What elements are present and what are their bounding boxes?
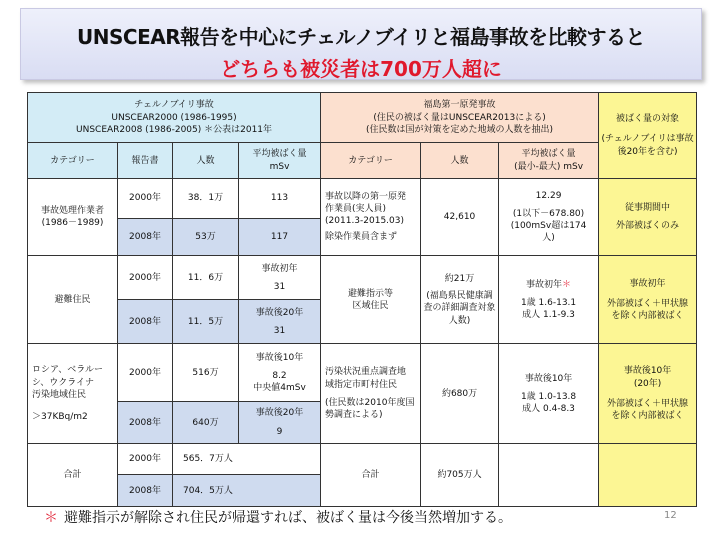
workers-target: [599, 178, 697, 256]
workers-r1-dose: 113: [239, 178, 321, 218]
workers-label-l2: (1986－1989): [41, 218, 104, 229]
table-row: [28, 344, 697, 402]
evac-f-category: [321, 256, 421, 344]
workers-f-category: [321, 178, 421, 256]
contam-r1-dose: [239, 344, 321, 402]
footnote-star-icon: ＊: [44, 510, 58, 526]
evac-f-cat-l1: 避難指示等: [348, 288, 394, 299]
contam-target-l1: 事故後10年: [623, 366, 672, 377]
contam-r1-people: 516万: [173, 344, 239, 402]
page-number: 12: [664, 510, 677, 521]
total-label: 合計: [28, 444, 118, 507]
workers-f-dose: [499, 178, 599, 256]
contam-r2-dose-value: 9: [276, 426, 283, 437]
contam-f-dose-l3: 成人 0.4-8.3: [522, 403, 575, 414]
evac-f-dose-l3: 成人 1.1-9.3: [522, 310, 575, 321]
table-row: [28, 178, 697, 218]
workers-r2-year: 2008年: [118, 218, 173, 256]
workers-f-cat-l3: (2011.3-2015.03): [325, 216, 405, 227]
col-header-f-category: カテゴリー: [321, 143, 421, 179]
evac-target-l1: 事故初年: [629, 278, 666, 289]
slide-title: UNSCEAR報告を中心にチェルノブイリと福島事故を比較すると: [77, 25, 645, 49]
contam-r2-people: 640万: [173, 402, 239, 444]
evac-target-l2: 外部被ばく＋甲状腺: [607, 298, 689, 309]
contam-f-cat-l1: 汚染状況重点調査地: [325, 367, 407, 378]
table-row: [28, 256, 697, 300]
contam-f-cat-l2: 域指定市町村住民: [325, 379, 398, 390]
workers-f-dose-l4: 人): [542, 233, 555, 244]
workers-f-cat-l4: 除染作業員含まず: [325, 232, 398, 243]
col-header-dose-unit: mSv: [269, 161, 290, 172]
contam-f-dose-l1: 事故後10年: [524, 373, 573, 384]
col-header-dose: [239, 143, 321, 179]
evac-f-dose-l1: 事故初年: [526, 279, 563, 290]
evac-f-cat-l2: 区域住民: [352, 300, 389, 311]
chernobyl-report-2008: UNSCEAR2008 (1986-2005) ＊公表は2011年: [76, 124, 273, 135]
contam-f-people: 約680万: [421, 344, 499, 444]
contam-label-l1: ロシア、ベラルー: [32, 365, 104, 376]
col-header-people: 人数: [173, 143, 239, 179]
fukushima-group-header: [321, 93, 599, 143]
evac-r1-people: 11．6万: [173, 256, 239, 300]
evac-r2-dose: [239, 300, 321, 344]
contam-r2-year: 2008年: [118, 402, 173, 444]
evac-f-dose-l2: 1歳 1.6-13.1: [520, 297, 577, 308]
total-r2-people: 704．5万人: [173, 475, 321, 507]
evac-f-dose: [499, 256, 599, 344]
workers-label-l1: 事故処理作業者: [40, 206, 104, 217]
chernobyl-title: チェルノブイリ事故: [134, 100, 214, 111]
evac-f-people: [421, 256, 499, 344]
footnote-text: 避難指示が解除され住民が帰還すれば、被ばく量は今後当然増加する。: [64, 510, 512, 526]
total-r2-year: 2008年: [118, 475, 173, 507]
workers-r1-year: 2000年: [118, 178, 173, 218]
contam-label-l3: 汚染地域住民: [32, 389, 87, 400]
workers-f-dose-l2: (1以下－678.80): [512, 209, 585, 220]
evac-r2-dose-value: 31: [273, 325, 286, 336]
fukushima-title: 福島第一原発事故: [423, 100, 496, 111]
evac-r2-people: 11．5万: [173, 300, 239, 344]
contam-target-l2: (20年): [633, 378, 662, 389]
workers-target-l2: 外部被ばくのみ: [616, 221, 680, 232]
evac-f-people-l1: 約21万: [444, 274, 475, 285]
total-f-dose-empty: [499, 444, 599, 507]
contam-f-cat-l3: (住民数は2010年度国: [325, 397, 415, 408]
workers-r2-dose: 117: [239, 218, 321, 256]
evac-r2-dose-label: 事故後20年: [255, 307, 304, 318]
fukushima-note-people: (住民数は国が対策を定めた地域の人数を抽出): [366, 124, 554, 135]
workers-f-people: 42,610: [421, 178, 499, 256]
total-r1-people: 565．7万人: [173, 444, 321, 475]
contam-target-l3: 外部被ばく＋甲状腺: [607, 398, 689, 409]
target-group-header: [599, 93, 697, 179]
contam-f-dose: [499, 344, 599, 444]
contam-r1-dose-value: 8.2: [272, 370, 287, 381]
col-header-f-dose-unit: (最小-最大) mSv: [514, 161, 584, 172]
contam-f-dose-l2: 1歳 1.0-13.8: [520, 391, 577, 402]
contam-r2-dose: [239, 402, 321, 444]
contam-r2-dose-label: 事故後20年: [255, 408, 304, 419]
evac-r1-dose: [239, 256, 321, 300]
contam-f-category: [321, 344, 421, 444]
slide-title-box: [20, 8, 702, 80]
workers-r1-people: 38．1万: [173, 178, 239, 218]
contam-label: [28, 344, 118, 444]
workers-f-dose-l1: 12.29: [535, 190, 562, 201]
evac-target: [599, 256, 697, 344]
chernobyl-report-2000: UNSCEAR2000 (1986-1995): [111, 112, 237, 123]
col-header-f-dose-label: 平均被ばく量: [521, 149, 576, 160]
evac-target-l3: を除く内部被ばく: [611, 311, 684, 322]
footnote: [44, 507, 512, 527]
col-header-report: 報告書: [118, 143, 173, 179]
evac-f-dose-star: ＊: [562, 279, 572, 290]
total-f-label: 合計: [321, 444, 421, 507]
col-header-dose-label: 平均被ばく量: [252, 149, 307, 160]
target-title: 被ばく量の対象: [616, 114, 680, 125]
slide-subtitle: どちらも被災者は700万人超に: [220, 57, 502, 81]
contam-f-cat-l4: 勢調査による): [325, 409, 383, 420]
evac-r1-dose-label: 事故初年: [261, 263, 298, 274]
target-note: (チェルノブイリは事故後20年を含む): [601, 134, 694, 157]
contam-r1-dose-label: 事故後10年: [255, 352, 304, 363]
col-header-f-dose: [499, 143, 599, 179]
contam-r1-year: 2000年: [118, 344, 173, 402]
contam-r1-dose-median: 中央値4mSv: [253, 382, 306, 393]
contam-target: [599, 344, 697, 444]
evac-f-people-l3: 査の詳細調査対象: [423, 303, 496, 314]
workers-target-l1: 従事期間中: [625, 203, 671, 214]
workers-f-cat-l1: 事故以降の第一原発: [325, 191, 407, 202]
evac-r2-year: 2008年: [118, 300, 173, 344]
workers-f-cat-l2: 作業員(実人員): [325, 204, 387, 215]
col-header-f-people: 人数: [421, 143, 499, 179]
total-f-people: 約705万人: [421, 444, 499, 507]
evac-label: 避難住民: [28, 256, 118, 344]
contam-label-l2: シ、ウクライナ: [32, 377, 95, 388]
chernobyl-group-header: [28, 93, 321, 143]
workers-r2-people: 53万: [173, 218, 239, 256]
evac-r1-year: 2000年: [118, 256, 173, 300]
total-target-empty: [599, 444, 697, 507]
contam-label-l4: ＞37KBq/m2: [32, 411, 88, 422]
fukushima-note-dose: (住民の被ばく量はUNSCEAR2013による): [373, 112, 546, 123]
evac-r1-dose-value: 31: [273, 281, 286, 292]
table-row: [28, 444, 697, 475]
group-header-row: [28, 93, 697, 143]
contam-target-l4: を除く内部被ばく: [611, 410, 684, 421]
workers-label: [28, 178, 118, 256]
total-r1-year: 2000年: [118, 444, 173, 475]
evac-f-people-l2: (福島県民健康調: [426, 291, 493, 302]
comparison-table: [27, 92, 697, 507]
column-header-row: [28, 143, 697, 179]
workers-f-dose-l3: (100mSv超は174: [510, 221, 587, 232]
col-header-category: カテゴリー: [28, 143, 118, 179]
evac-f-people-l4: 人数): [448, 315, 471, 326]
